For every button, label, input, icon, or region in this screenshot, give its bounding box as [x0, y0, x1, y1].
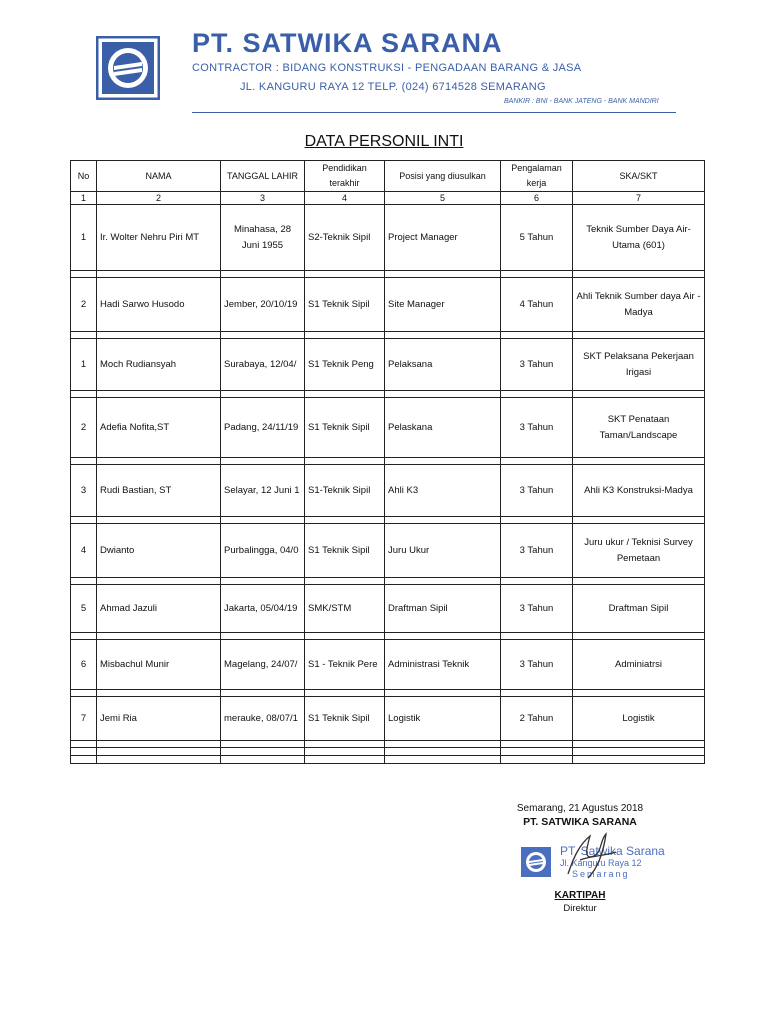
- spacer-cell: [305, 578, 385, 585]
- cell-nama: Moch Rudiansyah: [97, 339, 221, 391]
- table-row: [71, 524, 705, 578]
- cell-nama: Adefia Nofita,ST: [97, 398, 221, 458]
- cell-nama: Jemi Ria: [97, 697, 221, 741]
- spacer-cell: [221, 332, 305, 339]
- cell-nama: Misbachul Munir: [97, 640, 221, 690]
- spacer-cell: [97, 741, 221, 748]
- cell-pendidikan: S1 Teknik Sipil: [305, 398, 385, 458]
- spacer-cell: [305, 458, 385, 465]
- cell-pendidikan: S1 Teknik Sipil: [305, 278, 385, 332]
- table-spacer-row: [71, 517, 705, 524]
- spacer-cell: [385, 578, 501, 585]
- stamp-company-name: PT. Satwika Sarana: [560, 844, 665, 858]
- empty-cell: [71, 748, 97, 756]
- cell-ska: Adminiatrsi: [573, 640, 705, 690]
- empty-cell: [97, 756, 221, 764]
- spacer-cell: [501, 332, 573, 339]
- cell-nama: Ahmad Jazuli: [97, 585, 221, 633]
- spacer-cell: [573, 517, 705, 524]
- empty-cell: [501, 748, 573, 756]
- letterhead: [96, 28, 686, 120]
- cell-ska: Ahli K3 Konstruksi-Madya: [573, 465, 705, 517]
- table-header-row: [71, 161, 705, 192]
- cell-nama: Rudi Bastian, ST: [97, 465, 221, 517]
- spacer-cell: [501, 458, 573, 465]
- cell-posisi: Pelaskana: [385, 398, 501, 458]
- spacer-cell: [71, 332, 97, 339]
- cell-pengalaman: 2 Tahun: [501, 697, 573, 741]
- column-number-row: [71, 192, 705, 205]
- cell-pendidikan: SMK/STM: [305, 585, 385, 633]
- empty-cell: [305, 748, 385, 756]
- cell-ska: SKT Penataan Taman/Landscape: [573, 398, 705, 458]
- cell-pengalaman: 3 Tahun: [501, 524, 573, 578]
- spacer-cell: [221, 391, 305, 398]
- spacer-cell: [71, 271, 97, 278]
- cell-pengalaman: 5 Tahun: [501, 205, 573, 271]
- empty-cell: [385, 756, 501, 764]
- table-body: [71, 205, 705, 764]
- cell-tanggal-lahir: Magelang, 24/07/: [221, 640, 305, 690]
- contractor-line: CONTRACTOR : BIDANG KONSTRUKSI - PENGADAAN BARANG & JASA: [192, 62, 582, 74]
- empty-cell: [221, 748, 305, 756]
- cell-tanggal-lahir: merauke, 08/07/1: [221, 697, 305, 741]
- spacer-cell: [221, 741, 305, 748]
- table-row: [71, 640, 705, 690]
- spacer-cell: [385, 633, 501, 640]
- cell-ska: Ahli Teknik Sumber daya Air - Madya: [573, 278, 705, 332]
- header-no: No: [71, 161, 97, 192]
- table-row: [71, 697, 705, 741]
- spacer-cell: [97, 578, 221, 585]
- cell-pengalaman: 4 Tahun: [501, 278, 573, 332]
- cell-tanggal-lahir: Selayar, 12 Juni 1: [221, 465, 305, 517]
- table-row: [71, 465, 705, 517]
- spacer-cell: [501, 271, 573, 278]
- spacer-cell: [71, 578, 97, 585]
- table-row: [71, 339, 705, 391]
- cell-tanggal-lahir: Minahasa, 28 Juni 1955: [221, 205, 305, 271]
- spacer-cell: [221, 458, 305, 465]
- empty-cell: [305, 756, 385, 764]
- spacer-cell: [221, 633, 305, 640]
- personnel-table: [70, 160, 705, 764]
- cell-pendidikan: S1-Teknik Sipil: [305, 465, 385, 517]
- spacer-cell: [573, 633, 705, 640]
- empty-cell: [385, 748, 501, 756]
- header-ska: SKA/SKT: [573, 161, 705, 192]
- table-row: [71, 205, 705, 271]
- table-spacer-row: [71, 578, 705, 585]
- cell-pengalaman: 3 Tahun: [501, 640, 573, 690]
- cell-posisi: Draftman Sipil: [385, 585, 501, 633]
- spacer-cell: [501, 391, 573, 398]
- table-spacer-row: [71, 391, 705, 398]
- cell-tanggal-lahir: Surabaya, 12/04/: [221, 339, 305, 391]
- cell-tanggal-lahir: Padang, 24/11/19: [221, 398, 305, 458]
- column-number: 3: [221, 192, 305, 205]
- spacer-cell: [71, 633, 97, 640]
- cell-pendidikan: S1 Teknik Sipil: [305, 524, 385, 578]
- spacer-cell: [573, 690, 705, 697]
- spacer-cell: [573, 741, 705, 748]
- table-row: [71, 398, 705, 458]
- spacer-cell: [71, 391, 97, 398]
- empty-cell: [221, 756, 305, 764]
- spacer-cell: [573, 458, 705, 465]
- spacer-cell: [305, 271, 385, 278]
- spacer-cell: [501, 578, 573, 585]
- empty-cell: [573, 756, 705, 764]
- spacer-cell: [71, 458, 97, 465]
- cell-ska: Juru ukur / Teknisi Survey Pemetaan: [573, 524, 705, 578]
- director-name: KARTIPAH: [554, 890, 606, 901]
- address-line: JL. KANGURU RAYA 12 TELP. (024) 6714528 SEMARANG: [240, 81, 546, 93]
- table-spacer-row: [71, 271, 705, 278]
- cell-posisi: Administrasi Teknik: [385, 640, 501, 690]
- spacer-cell: [385, 391, 501, 398]
- cell-no: 5: [71, 585, 97, 633]
- column-number: 6: [501, 192, 573, 205]
- cell-no: 6: [71, 640, 97, 690]
- bank-line: BANKIR : BNI - BANK JATENG - BANK MANDIRI: [504, 98, 659, 105]
- document-title: DATA PERSONIL INTI: [304, 133, 464, 150]
- column-number: 1: [71, 192, 97, 205]
- cell-pengalaman: 3 Tahun: [501, 585, 573, 633]
- company-name: PT. SATWIKA SARANA: [192, 28, 503, 58]
- cell-no: 2: [71, 278, 97, 332]
- table-spacer-row: [71, 458, 705, 465]
- signature-company: PT. SATWIKA SARANA: [523, 816, 637, 828]
- cell-nama: Ir. Wolter Nehru Piri MT: [97, 205, 221, 271]
- stamp-logo-icon: [520, 846, 552, 878]
- spacer-cell: [385, 271, 501, 278]
- header-pendidikan: Pendidikan terakhir: [305, 161, 385, 192]
- spacer-cell: [71, 517, 97, 524]
- cell-no: 1: [71, 205, 97, 271]
- table-empty-row: [71, 748, 705, 756]
- spacer-cell: [97, 633, 221, 640]
- spacer-cell: [221, 271, 305, 278]
- spacer-cell: [573, 391, 705, 398]
- stamp-address: Jl. Kanguru Raya 12: [560, 858, 642, 868]
- handwritten-signature-icon: [560, 826, 620, 886]
- spacer-cell: [305, 332, 385, 339]
- director-title: Direktur: [563, 903, 597, 914]
- company-logo-icon: [96, 36, 160, 100]
- cell-ska: Teknik Sumber Daya Air-Utama (601): [573, 205, 705, 271]
- cell-ska: Logistik: [573, 697, 705, 741]
- cell-posisi: Juru Ukur: [385, 524, 501, 578]
- header-pengalaman: Pengalaman kerja: [501, 161, 573, 192]
- cell-pendidikan: S2-Teknik Sipil: [305, 205, 385, 271]
- cell-posisi: Ahli K3: [385, 465, 501, 517]
- spacer-cell: [305, 690, 385, 697]
- spacer-cell: [221, 517, 305, 524]
- cell-tanggal-lahir: Jakarta, 05/04/19: [221, 585, 305, 633]
- spacer-cell: [71, 690, 97, 697]
- spacer-cell: [97, 391, 221, 398]
- cell-posisi: Site Manager: [385, 278, 501, 332]
- spacer-cell: [385, 690, 501, 697]
- cell-ska: Draftman Sipil: [573, 585, 705, 633]
- cell-posisi: Logistik: [385, 697, 501, 741]
- cell-no: 3: [71, 465, 97, 517]
- column-number: 7: [573, 192, 705, 205]
- spacer-cell: [501, 741, 573, 748]
- cell-pendidikan: S1 Teknik Peng: [305, 339, 385, 391]
- spacer-cell: [501, 633, 573, 640]
- column-number: 4: [305, 192, 385, 205]
- table-spacer-row: [71, 741, 705, 748]
- table-spacer-row: [71, 332, 705, 339]
- director-block: [480, 890, 680, 914]
- column-number: 2: [97, 192, 221, 205]
- cell-pengalaman: 3 Tahun: [501, 398, 573, 458]
- header-tanggal-lahir: TANGGAL LAHIR: [221, 161, 305, 192]
- spacer-cell: [305, 741, 385, 748]
- spacer-cell: [573, 578, 705, 585]
- column-number: 5: [385, 192, 501, 205]
- spacer-cell: [385, 458, 501, 465]
- spacer-cell: [221, 578, 305, 585]
- cell-posisi: Project Manager: [385, 205, 501, 271]
- cell-no: 2: [71, 398, 97, 458]
- place-date: Semarang, 21 Agustus 2018: [516, 803, 644, 814]
- spacer-cell: [97, 517, 221, 524]
- empty-cell: [501, 756, 573, 764]
- cell-nama: Dwianto: [97, 524, 221, 578]
- spacer-cell: [221, 690, 305, 697]
- cell-pengalaman: 3 Tahun: [501, 465, 573, 517]
- spacer-cell: [97, 271, 221, 278]
- cell-posisi: Pelaksana: [385, 339, 501, 391]
- spacer-cell: [97, 690, 221, 697]
- cell-pendidikan: S1 - Teknik Pere: [305, 640, 385, 690]
- empty-cell: [573, 748, 705, 756]
- cell-pendidikan: S1 Teknik Sipil: [305, 697, 385, 741]
- table-empty-row: [71, 756, 705, 764]
- cell-ska: SKT Pelaksana Pekerjaan Irigasi: [573, 339, 705, 391]
- cell-pengalaman: 3 Tahun: [501, 339, 573, 391]
- spacer-cell: [385, 332, 501, 339]
- cell-no: 4: [71, 524, 97, 578]
- spacer-cell: [385, 741, 501, 748]
- spacer-cell: [71, 741, 97, 748]
- cell-no: 7: [71, 697, 97, 741]
- header-nama: NAMA: [97, 161, 221, 192]
- table-row: [71, 278, 705, 332]
- spacer-cell: [573, 332, 705, 339]
- empty-cell: [97, 748, 221, 756]
- cell-tanggal-lahir: Purbalingga, 04/0: [221, 524, 305, 578]
- spacer-cell: [305, 633, 385, 640]
- table-spacer-row: [71, 690, 705, 697]
- stamp-city: Semarang: [572, 869, 630, 879]
- cell-nama: Hadi Sarwo Husodo: [97, 278, 221, 332]
- cell-tanggal-lahir: Jember, 20/10/19: [221, 278, 305, 332]
- spacer-cell: [305, 517, 385, 524]
- header-posisi: Posisi yang diusulkan: [385, 161, 501, 192]
- spacer-cell: [97, 458, 221, 465]
- spacer-cell: [501, 690, 573, 697]
- spacer-cell: [501, 517, 573, 524]
- spacer-cell: [97, 332, 221, 339]
- spacer-cell: [573, 271, 705, 278]
- letterhead-rule: [192, 112, 676, 113]
- table-spacer-row: [71, 633, 705, 640]
- empty-cell: [71, 756, 97, 764]
- spacer-cell: [305, 391, 385, 398]
- signature-block: [480, 803, 680, 828]
- table-row: [71, 585, 705, 633]
- spacer-cell: [385, 517, 501, 524]
- cell-no: 1: [71, 339, 97, 391]
